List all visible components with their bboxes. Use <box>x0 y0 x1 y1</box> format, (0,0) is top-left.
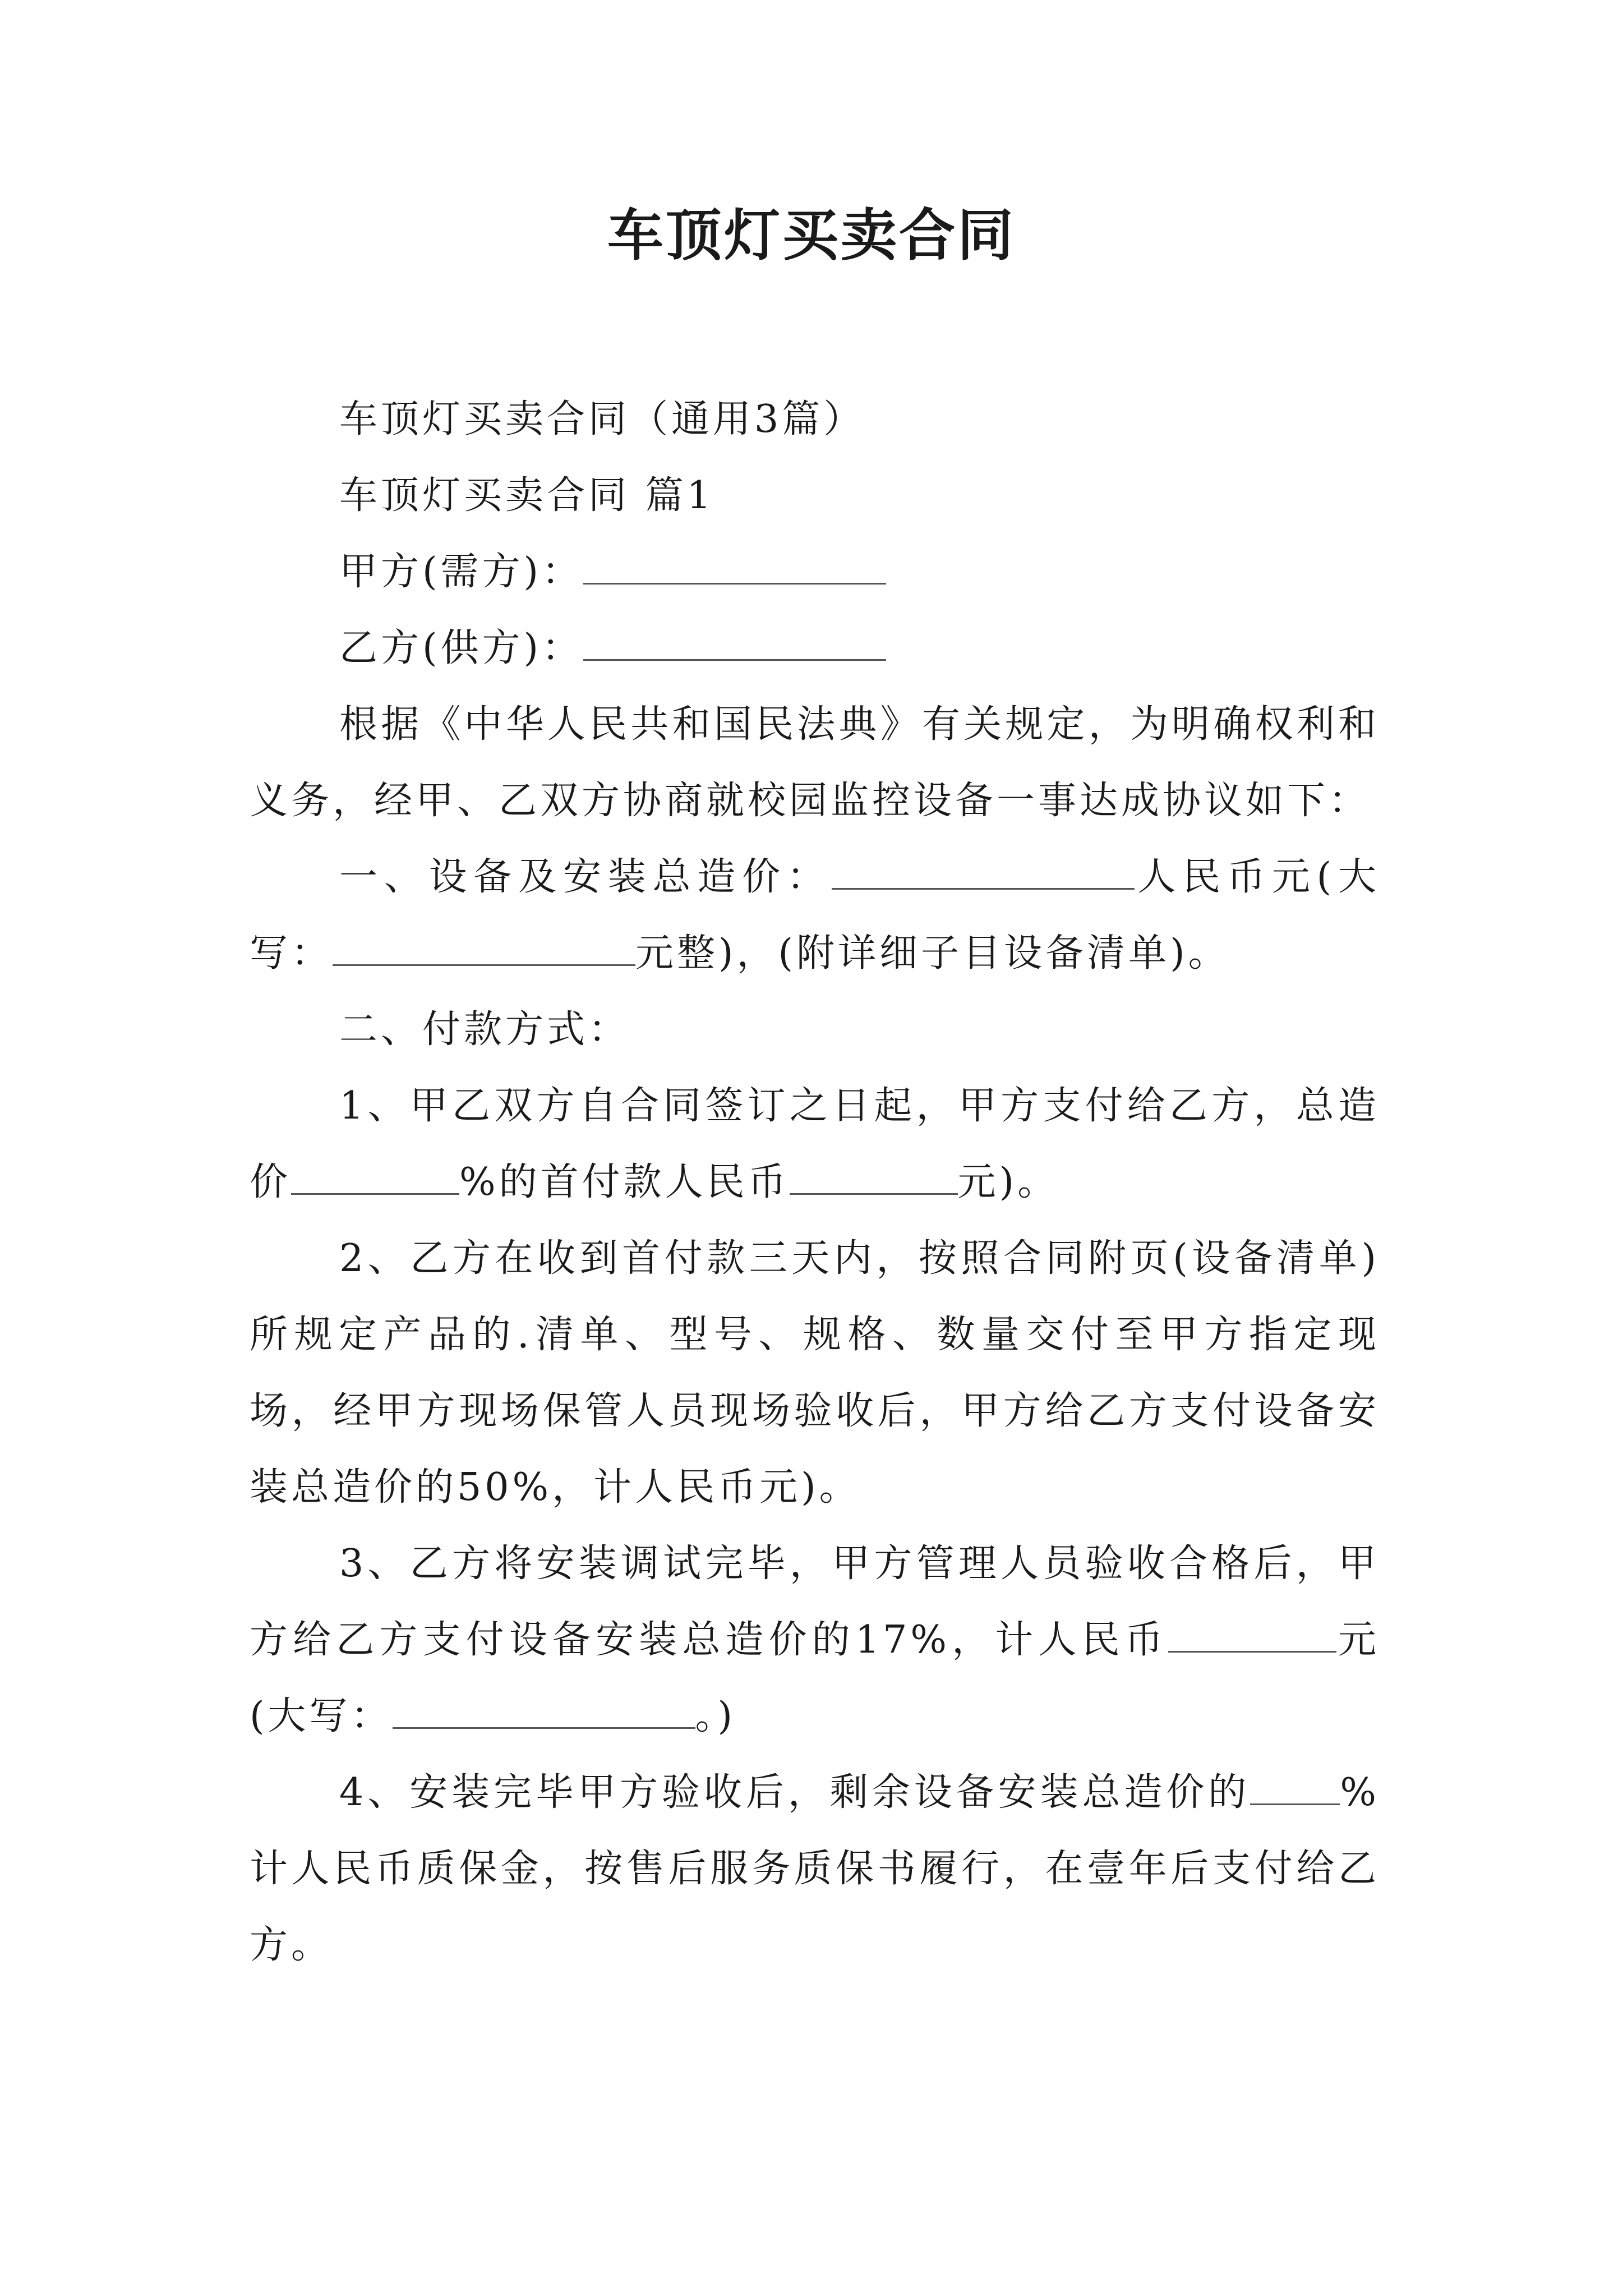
payment-item-1 <box>250 1068 1380 1221</box>
party-a-blank <box>583 550 886 585</box>
payment-item-1-text-a: 1、甲乙双方自合同签订之日起，甲方支付给乙方，总造价 <box>250 1084 1380 1204</box>
total-price-blank <box>832 855 1135 890</box>
clause-1-text-c: 元整)，(附详细子目设备清单)。 <box>635 931 1230 976</box>
subtitle-general: 车顶灯买卖合同（通用3篇） <box>339 397 865 441</box>
payment-item-4-text-b: %计人民币质保金，按售后服务质保书履行，在壹年后支付给乙方。 <box>250 1770 1380 1967</box>
retention-percent-blank <box>1250 1771 1340 1805</box>
party-b-line <box>250 610 1380 687</box>
payment-item-1-text-c: 元)。 <box>957 1160 1059 1204</box>
document-body <box>250 381 1380 1984</box>
payment-item-3-text-b: 元(大写： <box>250 1618 1380 1738</box>
payment-item-4-text-a: 4、安装完毕甲方验收后，剩余设备安装总造价的 <box>339 1770 1251 1815</box>
party-a-line <box>250 534 1380 610</box>
payment-item-2: 2、乙方在收到首付款三天内，按照合同附页(设备清单)所规定产品的.清单、型号、规格、数量交付至甲方指定现场，经甲方现场保管人员现场验收后，甲方给乙方支付设备安装总造价的50%，计人民币元)。 <box>250 1236 1380 1510</box>
total-price-words-blank <box>333 932 635 966</box>
payment-item-3-text-c: 。) <box>695 1694 736 1738</box>
payment-item-3-text-a: 3、乙方将安装调试完毕，甲方管理人员验收合格后，甲方给乙方支付设备安装总造价的17%，计人民币 <box>250 1542 1380 1662</box>
payment-item-3 <box>250 1526 1380 1755</box>
clause-1-text-b: 人民币元(大写： <box>250 855 1380 976</box>
down-payment-percent-blank <box>291 1161 459 1195</box>
second-payment-words-blank <box>393 1695 695 1729</box>
subtitle-part-1: 车顶灯买卖合同 篇1 <box>339 473 714 518</box>
clause-1-text-a: 一、设备及安装总造价： <box>339 855 832 899</box>
preamble-paragraph: 根据《中华人民共和国民法典》有关规定，为明确权利和义务，经甲、乙双方协商就校园监控设备一事达成协议如下： <box>250 702 1380 823</box>
clause-1-total-price <box>250 839 1380 992</box>
page-title: 车顶灯买卖合同 <box>607 203 1016 268</box>
party-b-blank <box>583 627 886 661</box>
second-payment-amount-blank <box>1168 1618 1336 1653</box>
party-b-label: 乙方(供方)： <box>339 626 584 670</box>
clause-2-heading: 二、付款方式： <box>339 1007 630 1052</box>
party-a-label: 甲方(需方)： <box>339 550 584 594</box>
down-payment-amount-blank <box>790 1161 958 1195</box>
payment-item-4 <box>250 1755 1380 1984</box>
payment-item-1-text-b: %的首付款人民币 <box>459 1160 790 1204</box>
